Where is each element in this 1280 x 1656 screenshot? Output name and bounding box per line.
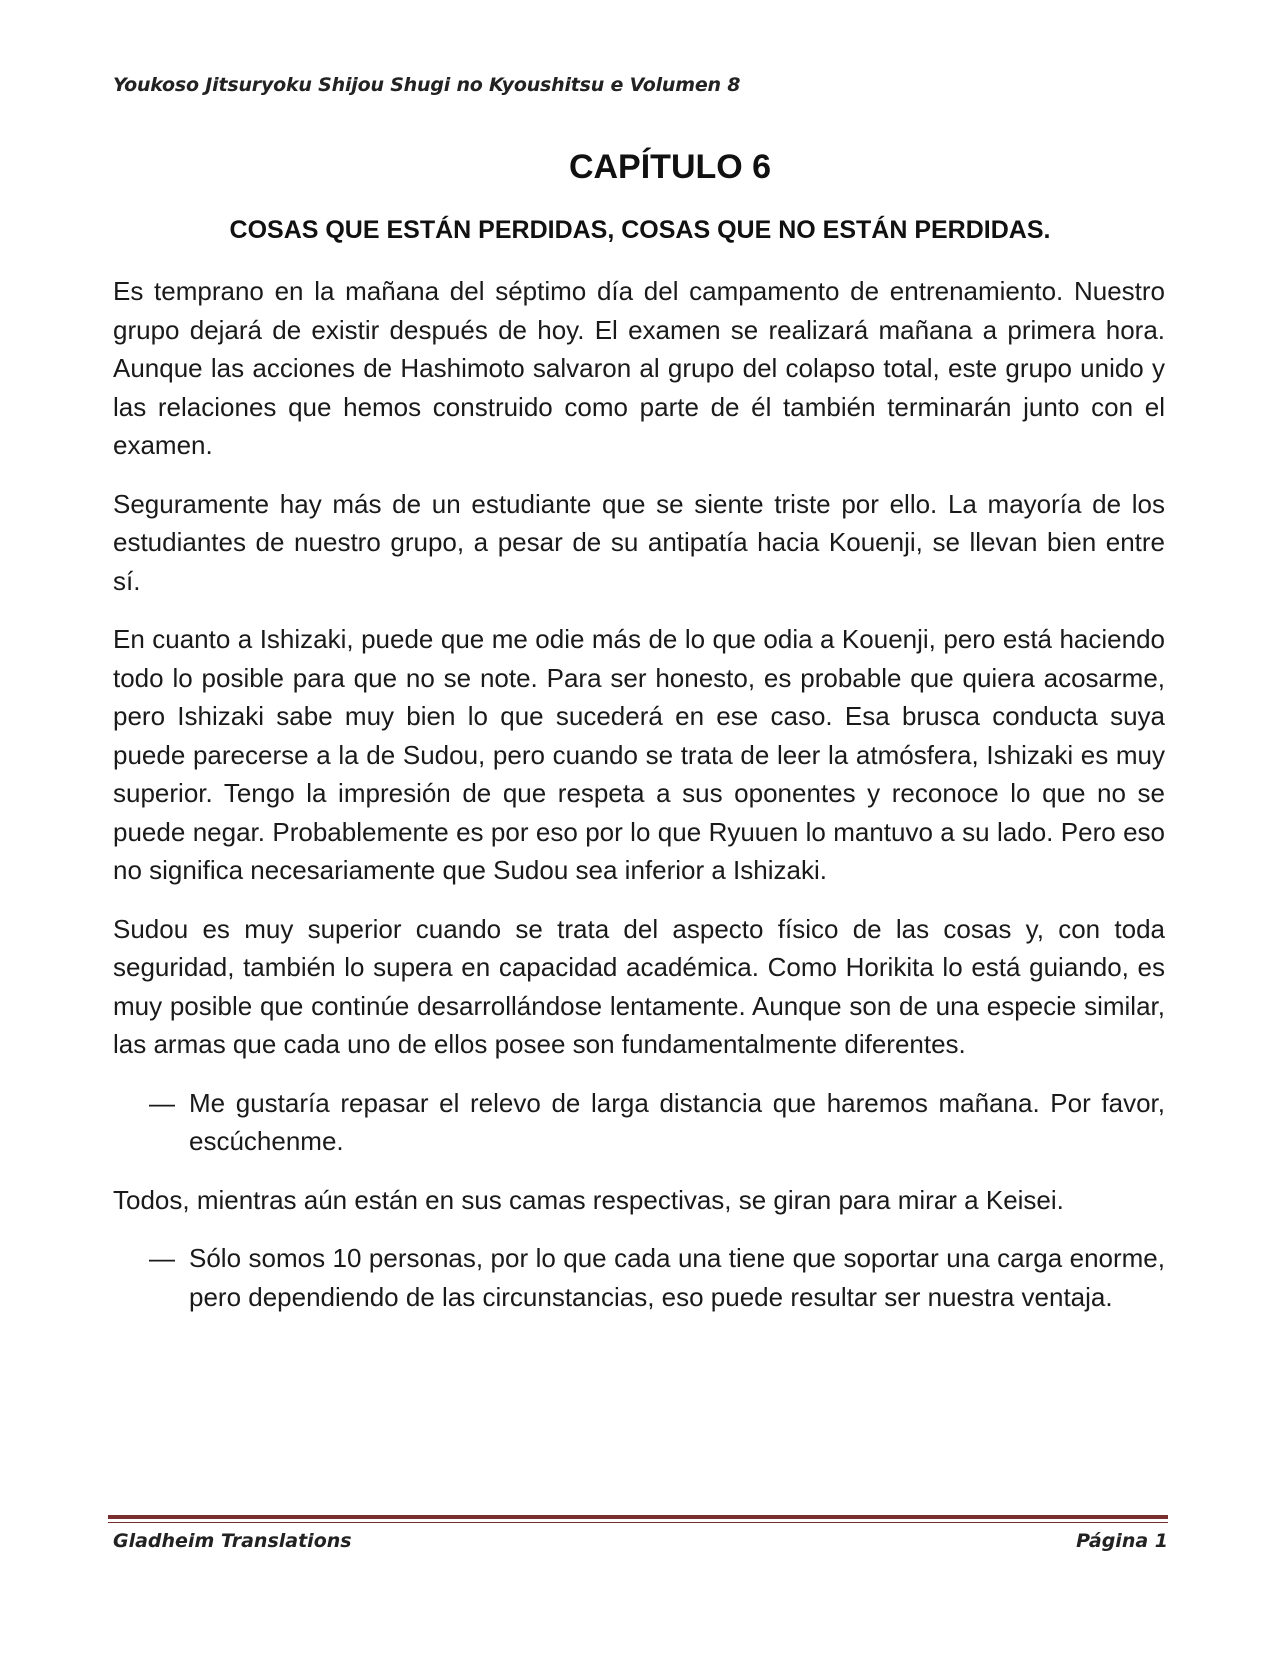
dialogue-line-1 <box>113 1084 1165 1161</box>
paragraph-4: Sudou es muy superior cuando se trata del aspecto físico de las cosas y, con toda seguridad, también lo supera en capacidad académica. Como Horikita lo está guiando, es muy posible que continúe desarrollándose lentamente. Aunque son de una especie similar, las armas que cada uno de ellos posee son fundamentalmente diferentes. <box>113 913 1165 1059</box>
footer-rule <box>108 1515 1168 1519</box>
paragraph-3: En cuanto a Ishizaki, puede que me odie más de lo que odia a Kouenji, pero está haciendo todo lo posible para que no se note. Para ser honesto, es probable que quiera acosarme, pero Ishizaki sabe muy bien lo que sucederá en ese caso. Esa brusca conducta suya puede parecerse a la de Sudou, pero cuando se trata de leer la atmósfera, Ishizaki es muy superior. Tengo la impresión de que respeta a sus oponentes y reconoce lo que no se puede negar. Probablemente es por eso por lo que Ryuuen lo mantuvo a su lado. Pero eso no significa necesariamente que Sudou sea inferior a Ishizaki. <box>113 624 1165 885</box>
footer-page-number: Página 1 <box>1076 1530 1168 1552</box>
dialogue-dash: — <box>149 1243 175 1273</box>
body-text <box>113 272 1165 1336</box>
dialogue-text: Sólo somos 10 personas, por lo que cada una tiene que soportar una carga enorme, pero dependiendo de las circunstancias, eso puede resultar ser nuestra ventaja. <box>189 1243 1165 1312</box>
chapter-subtitle: COSAS QUE ESTÁN PERDIDAS, COSAS QUE NO ESTÁN PERDIDAS. <box>229 216 1051 244</box>
paragraph-2: Seguramente hay más de un estudiante que se siente triste por ello. La mayoría de los estudiantes de nuestro grupo, a pesar de su antipatía hacia Kouenji, se llevan bien entre sí. <box>113 488 1165 596</box>
dialogue-line-2 <box>113 1239 1165 1316</box>
chapter-title: CAPÍTULO 6 <box>568 148 772 186</box>
footer-rule-thin <box>108 1522 1168 1523</box>
paragraph-5: Todos, mientras aún están en sus camas respectivas, se giran para mirar a Keisei. <box>113 1184 1064 1215</box>
running-header: Youkoso Jitsuryoku Shijou Shugi no Kyoushitsu e Volumen 8 <box>113 74 741 96</box>
paragraph-1: Es temprano en la mañana del séptimo día del campamento de entrenamiento. Nuestro grupo dejará de existir después de hoy. El examen se realizará mañana a primera hora. Aunque las acciones de Hashimoto salvaron al grupo del colapso total, este grupo unido y las relaciones que hemos construido como parte de él también terminarán junto con el examen. <box>113 276 1165 460</box>
footer-publisher: Gladheim Translations <box>113 1530 352 1552</box>
dialogue-dash: — <box>149 1087 175 1118</box>
dialogue-text: Me gustaría repasar el relevo de larga distancia que haremos mañana. Por favor, escúchenme. <box>189 1087 1165 1156</box>
